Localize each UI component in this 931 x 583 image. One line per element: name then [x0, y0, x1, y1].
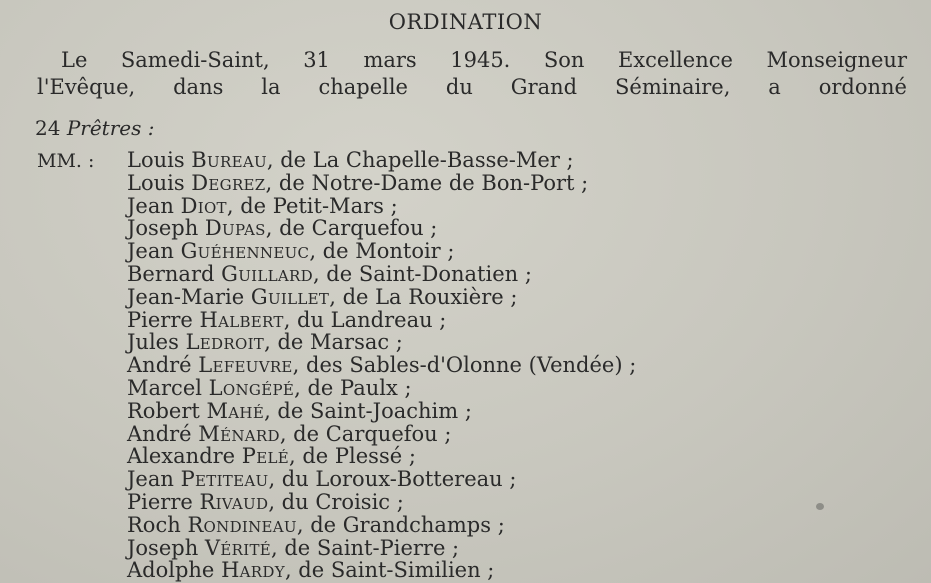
priest-origin: , de Notre-Dame de Bon-Port ;: [265, 170, 589, 195]
intro-paragraph: [37, 47, 907, 101]
priest-surname: Degrez: [191, 170, 266, 195]
priest-first-name: Louis: [127, 148, 185, 172]
priest-origin: , de Saint-Donatien ;: [312, 261, 532, 286]
list-item: [127, 423, 636, 446]
priest-count-label: Prêtres :: [66, 116, 155, 140]
priest-surname: Rivaud: [199, 489, 269, 514]
priest-origin: , de Grandchamps ;: [296, 512, 505, 537]
list-item: [127, 263, 636, 286]
priest-origin: , de La Chapelle-Basse-Mer ;: [266, 148, 574, 172]
priest-origin: , de Saint-Similien ;: [284, 558, 495, 583]
priest-origin: , de Marsac ;: [264, 330, 403, 355]
list-item: [127, 195, 636, 218]
priest-surname: Guillard: [221, 261, 313, 286]
list-item: [127, 468, 636, 491]
list-item: [127, 240, 636, 263]
list-item: [127, 331, 636, 354]
priest-first-name: Robert: [127, 398, 200, 423]
priest-surname: Hardy: [221, 558, 285, 583]
priest-surname: Vérité: [204, 535, 272, 560]
priest-origin: , du Loroux-Bottereau ;: [268, 467, 517, 492]
list-item: [127, 217, 636, 240]
priest-first-name: Roch: [127, 512, 181, 537]
priest-origin: , de Carquefou ;: [265, 216, 438, 241]
priest-first-name: Bernard: [127, 261, 215, 286]
priest-surname: Ménard: [198, 421, 280, 446]
priest-first-name: Joseph: [127, 535, 199, 560]
priest-count: [35, 115, 154, 141]
priest-surname: Halbert: [199, 307, 284, 332]
priest-first-name: André: [127, 421, 192, 446]
intro-line: Le Samedi-Saint, 31 mars 1945. Son Excellence Monseigneur: [61, 48, 907, 72]
priest-first-name: Jean: [127, 239, 174, 264]
priest-origin: , de Paulx ;: [294, 375, 412, 400]
priest-surname: Diot: [180, 193, 227, 218]
priest-origin: , du Landreau ;: [283, 307, 447, 332]
page-title: ORDINATION: [388, 10, 543, 34]
priest-surname: Guillet: [250, 284, 330, 309]
list-item: [127, 149, 636, 172]
intro-line: l'Evêque, dans la chapelle du Grand Séminaire, a ordonné: [37, 75, 907, 99]
priest-first-name: Louis: [127, 170, 185, 195]
priest-first-name: Jean: [127, 193, 174, 218]
priest-first-name: Pierre: [127, 307, 193, 332]
list-item: [127, 172, 636, 195]
list-item: [127, 445, 636, 468]
list-item: [127, 354, 636, 377]
list-item: [127, 309, 636, 332]
priest-origin: , de Saint-Joachim ;: [264, 398, 472, 423]
priest-list: [127, 149, 636, 582]
priest-origin: , de Saint-Pierre ;: [271, 535, 460, 560]
priest-first-name: Joseph: [127, 216, 199, 241]
list-item: [127, 286, 636, 309]
priest-origin: , des Sables-d'Olonne (Vendée) ;: [292, 353, 637, 378]
priest-surname: Ledroit: [185, 330, 265, 355]
priest-surname: Petiteau: [180, 467, 269, 492]
priest-surname: Lefeuvre: [198, 353, 293, 378]
priest-origin: , de Montoir ;: [309, 239, 455, 264]
priest-surname: Bureau: [191, 148, 267, 172]
paper-speck: [816, 503, 824, 510]
priest-count-number: 24: [35, 116, 61, 140]
priest-origin: , du Croisic ;: [268, 489, 404, 514]
list-item: [127, 514, 636, 537]
priest-first-name: Alexandre: [127, 444, 236, 469]
priest-first-name: Marcel: [127, 375, 202, 400]
priest-surname: Longépé: [208, 375, 295, 400]
priest-surname: Dupas: [204, 216, 266, 241]
priest-first-name: André: [127, 353, 192, 378]
list-item: [127, 491, 636, 514]
priest-origin: , de Carquefou ;: [279, 421, 452, 446]
priest-origin: , de Plessé ;: [289, 444, 416, 469]
priest-first-name: Jules: [127, 330, 179, 355]
priest-origin: , de La Rouxière ;: [329, 284, 518, 309]
list-item: [127, 400, 636, 423]
priest-surname: Guéhenneuc: [180, 239, 310, 264]
priest-first-name: Jean-Marie: [127, 284, 245, 309]
priest-first-name: Pierre: [127, 489, 193, 514]
priest-first-name: Adolphe: [127, 558, 215, 583]
priest-surname: Rondineau: [187, 512, 297, 537]
priest-surname: Pelé: [241, 444, 289, 469]
mm-label: MM. :: [37, 150, 95, 172]
priest-first-name: Jean: [127, 467, 174, 492]
list-item: [127, 559, 636, 582]
list-item: [127, 377, 636, 400]
priest-surname: Mahé: [206, 398, 265, 423]
list-item: [127, 537, 636, 560]
priest-origin: , de Petit-Mars ;: [226, 193, 398, 218]
